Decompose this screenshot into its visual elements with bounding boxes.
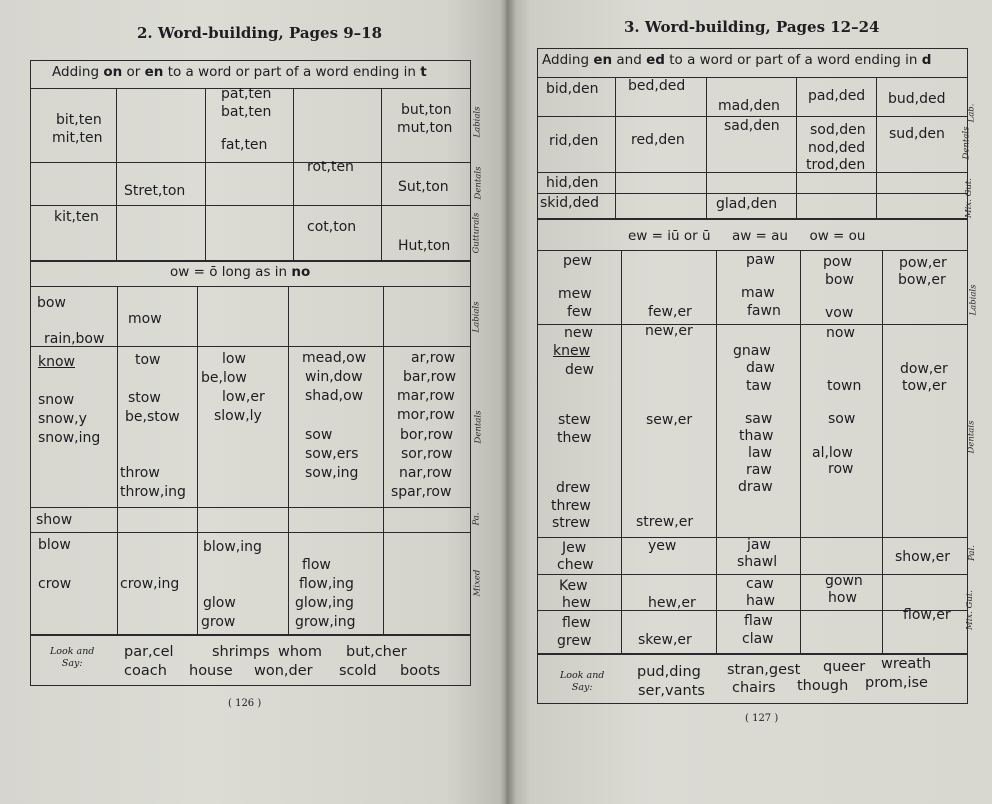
word-nodded: nod,ded bbox=[808, 140, 866, 156]
word-new: new bbox=[564, 325, 593, 341]
divider bbox=[537, 193, 968, 194]
divider bbox=[30, 286, 471, 287]
word-mutton: mut,ton bbox=[397, 120, 453, 136]
word-bestow: be,stow bbox=[125, 409, 180, 425]
word-sparrow: spar,row bbox=[391, 484, 452, 500]
word-dower: dow,er bbox=[900, 361, 948, 377]
word-mew: mew bbox=[558, 286, 592, 302]
divider bbox=[537, 574, 968, 575]
word-flaw: flaw bbox=[744, 613, 773, 629]
word-marrow: mar,row bbox=[397, 388, 455, 404]
book-gutter bbox=[500, 0, 516, 804]
left-page-title: 2. Word-building, Pages 9–18 bbox=[137, 24, 383, 42]
word-rotten: rot,ten bbox=[307, 159, 354, 175]
word-snowing: snow,ing bbox=[38, 430, 101, 446]
word-sorrow: sor,row bbox=[401, 446, 453, 462]
word-sadden: sad,den bbox=[724, 118, 780, 134]
word-hew: hew bbox=[562, 595, 591, 611]
divider bbox=[621, 250, 622, 653]
side-label-dentals: Dentals bbox=[961, 126, 972, 160]
word-sow: sow bbox=[305, 427, 333, 443]
divider bbox=[30, 532, 471, 533]
word-chew: chew bbox=[557, 557, 594, 573]
word-batten: bat,ten bbox=[221, 104, 272, 120]
word-fawn: fawn bbox=[747, 303, 781, 319]
word-skewer: skew,er bbox=[638, 632, 692, 648]
word-draw: draw bbox=[738, 479, 773, 495]
divider bbox=[882, 250, 883, 653]
word-button: but,ton bbox=[401, 102, 452, 118]
word-cotton: cot,ton bbox=[307, 219, 357, 235]
word-pow: pow bbox=[823, 254, 852, 270]
look-word: but,cher bbox=[346, 644, 407, 660]
right-section2-header: ew = iū or ū aw = au ow = ou bbox=[628, 228, 866, 244]
word-growing: grow,ing bbox=[295, 614, 356, 630]
divider bbox=[800, 250, 801, 653]
word-snowy: snow,y bbox=[38, 411, 87, 427]
look-word: coach bbox=[124, 663, 167, 679]
divider bbox=[288, 286, 289, 634]
divider bbox=[537, 250, 968, 251]
word-barrow: bar,row bbox=[403, 369, 457, 385]
side-label-mix-gut: Mix. Gut. bbox=[965, 589, 976, 631]
divider bbox=[383, 286, 384, 634]
word-bower: bow,er bbox=[898, 272, 946, 288]
word-pew: pew bbox=[563, 253, 592, 269]
word-skidded: skid,ded bbox=[540, 195, 600, 211]
word-kew: Kew bbox=[559, 578, 588, 594]
look-word: queer bbox=[823, 659, 866, 675]
side-label-dentals: Dentals bbox=[473, 166, 484, 200]
divider bbox=[117, 286, 118, 634]
divider bbox=[716, 250, 717, 653]
word-sow: sow bbox=[828, 411, 856, 427]
word-stretton: Stret,ton bbox=[124, 183, 186, 199]
look-word: chairs bbox=[732, 680, 776, 696]
word-madden: mad,den bbox=[718, 98, 780, 114]
side-label-palatal: Pa. bbox=[471, 512, 482, 526]
look-word: pud,ding bbox=[637, 664, 701, 680]
word-haw: haw bbox=[746, 593, 775, 609]
word-tow: tow bbox=[135, 352, 161, 368]
word-bedded: bed,ded bbox=[628, 78, 686, 94]
word-power: pow,er bbox=[899, 255, 947, 271]
word-blow: blow bbox=[38, 537, 71, 553]
word-maw: maw bbox=[741, 285, 775, 301]
side-label-dentals: Dentals bbox=[966, 420, 977, 454]
word-borrow: bor,row bbox=[400, 427, 454, 443]
word-padded: pad,ded bbox=[808, 88, 866, 104]
word-narrow: nar,row bbox=[399, 465, 453, 481]
word-gladden: glad,den bbox=[716, 196, 778, 212]
word-low: low bbox=[222, 351, 246, 367]
word-ridden: rid,den bbox=[549, 133, 599, 149]
word-paw: paw bbox=[746, 252, 775, 268]
word-window: win,dow bbox=[305, 369, 363, 385]
look-word: wreath bbox=[881, 656, 932, 672]
side-label-labials: Labials bbox=[968, 284, 979, 316]
word-dew: dew bbox=[565, 362, 594, 378]
word-show: show bbox=[36, 512, 73, 528]
word-arrow: ar,row bbox=[411, 350, 456, 366]
word-bow: bow bbox=[825, 272, 854, 288]
word-flew: flew bbox=[562, 615, 591, 631]
divider bbox=[537, 218, 968, 220]
side-label-labials: Labials bbox=[471, 301, 482, 333]
word-bow: bow bbox=[37, 295, 66, 311]
word-jaw: jaw bbox=[747, 537, 771, 553]
divider bbox=[205, 88, 206, 260]
divider bbox=[116, 88, 117, 260]
divider bbox=[876, 77, 877, 218]
word-blowing: blow,ing bbox=[203, 539, 262, 555]
word-grow: grow bbox=[201, 614, 236, 630]
word-thaw: thaw bbox=[739, 428, 774, 444]
word-now: now bbox=[826, 325, 855, 341]
divider bbox=[537, 116, 968, 117]
word-thew: thew bbox=[557, 430, 592, 446]
word-bidden: bid,den bbox=[546, 81, 599, 97]
word-gnaw: gnaw bbox=[733, 343, 771, 359]
divider bbox=[537, 653, 968, 655]
word-how: how bbox=[828, 590, 857, 606]
word-bitten: bit,ten bbox=[56, 112, 102, 128]
word-below: be,low bbox=[201, 370, 247, 386]
divider bbox=[197, 286, 198, 634]
side-label-lab: Lab. bbox=[966, 103, 977, 123]
divider bbox=[30, 205, 471, 206]
look-word: though bbox=[797, 678, 849, 694]
look-and-say-label: Look and Say: bbox=[50, 646, 95, 669]
word-budded: bud,ded bbox=[888, 91, 946, 107]
word-hidden: hid,den bbox=[546, 175, 599, 191]
word-drew: drew bbox=[556, 480, 591, 496]
look-and-say-label: Look and Say: bbox=[560, 670, 605, 693]
word-meadow: mead,ow bbox=[302, 350, 367, 366]
word-mitten: mit,ten bbox=[52, 130, 103, 146]
look-word: stran,gest bbox=[727, 662, 801, 678]
word-sudden: sud,den bbox=[889, 126, 945, 142]
word-sutton: Sut,ton bbox=[398, 179, 449, 195]
divider bbox=[30, 507, 471, 508]
right-section1-header: Adding en and ed to a word or part of a word ending in d bbox=[542, 52, 932, 68]
word-stow: stow bbox=[128, 390, 161, 406]
word-few: few bbox=[567, 304, 592, 320]
word-crowing: crow,ing bbox=[120, 576, 180, 592]
word-shadow: shad,ow bbox=[305, 388, 364, 404]
divider bbox=[615, 77, 616, 218]
word-vow: vow bbox=[825, 305, 854, 321]
word-throwing: throw,ing bbox=[120, 484, 186, 500]
word-flower: flow,er bbox=[903, 607, 951, 623]
divider bbox=[30, 162, 471, 163]
word-patten: pat,ten bbox=[221, 86, 272, 102]
word-knew: knew bbox=[553, 343, 591, 359]
word-town: town bbox=[827, 378, 862, 394]
word-hewer: hew,er bbox=[648, 595, 696, 611]
word-stew: stew bbox=[558, 412, 591, 428]
word-throw: throw bbox=[120, 465, 160, 481]
divider bbox=[537, 77, 968, 78]
divider bbox=[537, 172, 968, 173]
word-taw: taw bbox=[746, 378, 772, 394]
look-word: won,der bbox=[254, 663, 313, 679]
word-snow: snow bbox=[38, 392, 75, 408]
word-raw: raw bbox=[746, 462, 772, 478]
word-know: know bbox=[38, 354, 75, 370]
word-fatten: fat,ten bbox=[221, 137, 268, 153]
word-trodden: trod,den bbox=[806, 157, 866, 173]
word-flowing: flow,ing bbox=[299, 576, 354, 592]
word-tower: tow,er bbox=[902, 378, 947, 394]
word-shawl: shawl bbox=[737, 554, 778, 570]
divider bbox=[796, 77, 797, 218]
side-label-mixed: Mixed bbox=[472, 569, 483, 597]
word-redden: red,den bbox=[631, 132, 685, 148]
side-label-gutturals: Gutturals bbox=[471, 212, 482, 254]
word-flow: flow bbox=[302, 557, 331, 573]
word-glow: glow bbox=[203, 595, 236, 611]
look-word: shrimps bbox=[212, 644, 270, 660]
word-allow: al,low bbox=[812, 445, 853, 461]
right-page-title: 3. Word-building, Pages 12–24 bbox=[624, 18, 880, 36]
word-slowly: slow,ly bbox=[214, 408, 262, 424]
word-kitten: kit,ten bbox=[54, 209, 99, 225]
word-yew: yew bbox=[648, 538, 677, 554]
look-word: par,cel bbox=[124, 644, 174, 660]
side-label-labials: Labials bbox=[472, 106, 483, 138]
word-hutton: Hut,ton bbox=[398, 238, 451, 254]
word-sodden: sod,den bbox=[810, 122, 866, 138]
word-mow: mow bbox=[128, 311, 162, 327]
right-page-number: ( 127 ) bbox=[745, 713, 779, 724]
side-label-mix-gut: Mix. Gut. bbox=[964, 177, 975, 219]
divider bbox=[30, 634, 471, 636]
word-sewer: sew,er bbox=[646, 412, 693, 428]
look-word: prom,ise bbox=[865, 675, 928, 691]
word-lower: low,er bbox=[222, 389, 265, 405]
word-claw: claw bbox=[742, 631, 774, 647]
left-page-number: ( 126 ) bbox=[228, 698, 262, 709]
divider bbox=[537, 324, 968, 325]
word-row: row bbox=[828, 461, 854, 477]
word-morrow: mor,row bbox=[397, 407, 455, 423]
word-gown: gown bbox=[825, 573, 863, 589]
word-newer: new,er bbox=[645, 323, 693, 339]
word-saw: saw bbox=[745, 411, 773, 427]
word-daw: daw bbox=[746, 360, 775, 376]
look-word: boots bbox=[400, 663, 441, 679]
divider bbox=[30, 260, 471, 262]
word-strewer: strew,er bbox=[636, 514, 694, 530]
left-section2-header: ow = ō long as in no bbox=[170, 264, 311, 280]
word-crow: crow bbox=[38, 576, 72, 592]
word-strew: strew bbox=[552, 515, 591, 531]
divider bbox=[293, 88, 294, 260]
word-sowers: sow,ers bbox=[305, 446, 359, 462]
word-grew: grew bbox=[557, 633, 592, 649]
word-jew: Jew bbox=[562, 540, 587, 556]
word-law: law bbox=[748, 445, 772, 461]
divider bbox=[381, 88, 382, 260]
word-caw: caw bbox=[746, 576, 774, 592]
word-shower: show,er bbox=[895, 549, 951, 565]
word-threw: threw bbox=[551, 498, 591, 514]
word-sowing: sow,ing bbox=[305, 465, 359, 481]
word-fewer: few,er bbox=[648, 304, 692, 320]
side-label-dentals: Dentals bbox=[473, 410, 484, 444]
look-word: house bbox=[189, 663, 233, 679]
look-word: whom bbox=[278, 644, 323, 660]
look-word: ser,vants bbox=[638, 683, 705, 699]
look-word: scold bbox=[339, 663, 377, 679]
side-label-pal: Pal. bbox=[966, 545, 977, 561]
left-section1-header: Adding on or en to a word or part of a word ending in t bbox=[52, 64, 427, 80]
divider bbox=[706, 77, 707, 218]
word-glowing: glow,ing bbox=[295, 595, 354, 611]
word-rainbow: rain,bow bbox=[44, 331, 105, 347]
